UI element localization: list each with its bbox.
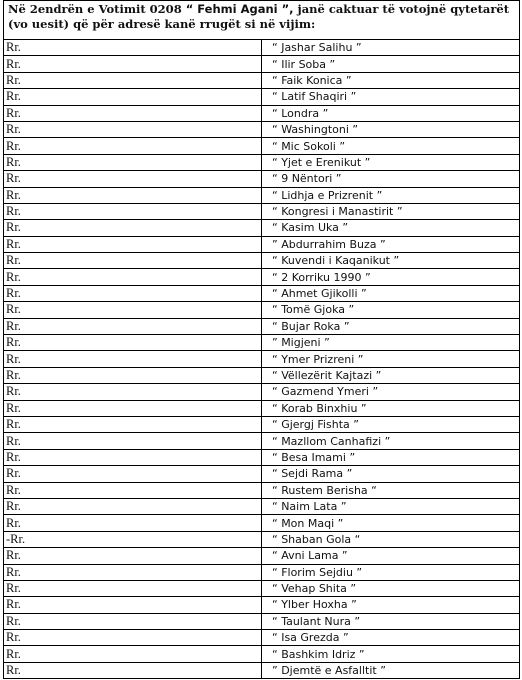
street-name: “ Latif Shaqiri ” [262,89,520,105]
street-name: ” Djemtë e Asfalltit ” [262,662,520,678]
street-prefix: Rr. [4,253,262,269]
street-prefix: Rr. [4,220,262,236]
table-row [4,220,520,236]
street-prefix: Rr. [4,449,262,465]
table-row [4,630,520,646]
street-prefix: Rr. [4,548,262,564]
street-name: “ Mic Sokoli ” [262,138,520,154]
street-name: “ Isa Grezda ” [262,630,520,646]
street-name: “ Vehap Shita ” [262,580,520,596]
street-name: “ Ahmet Gjikolli ” [262,285,520,301]
street-prefix: Rr. [4,351,262,367]
table-row [4,236,520,252]
header-text-b: janë caktuar të votojnë qytetarët [297,2,510,16]
street-prefix: Rr. [4,89,262,105]
street-name: “ Mazllom Canhafizi ” [262,433,520,449]
table-row [4,187,520,203]
street-prefix: Rr. [4,400,262,416]
street-prefix: Rr. [4,318,262,334]
street-name: “ Bujar Roka ” [262,318,520,334]
street-name: “ Korab Binxhiu ” [262,400,520,416]
street-name: “ Shaban Gola “ [262,531,520,547]
street-name: ” Migjeni ” [262,335,520,351]
street-prefix: Rr. [4,203,262,219]
street-prefix: Rr. [4,236,262,252]
table-row [4,89,520,105]
table-row [4,285,520,301]
street-name: “ Mon Maqi ” [262,515,520,531]
street-prefix: Rr. [4,302,262,318]
table-row [4,433,520,449]
street-prefix: Rr. [4,285,262,301]
street-name: “ Besa Imami ” [262,449,520,465]
street-prefix: Rr. [4,564,262,580]
table-row [4,318,520,334]
street-prefix: Rr. [4,613,262,629]
street-name: “ Kongresi i Manastirit ” [262,203,520,219]
street-prefix: Rr. [4,56,262,72]
table-row [4,367,520,383]
street-name: “ Lidhja e Prizrenit ” [262,187,520,203]
street-name: “ Bashkim Idriz ” [262,646,520,662]
street-name: “ Tomë Gjoka ” [262,302,520,318]
table-row [4,335,520,351]
street-prefix: Rr. [4,154,262,170]
street-name: “ Vëllezërit Kajtazi ” [262,367,520,383]
street-name: “ Faik Konica ” [262,72,520,88]
streets-list [4,40,520,679]
table-row [4,597,520,613]
table-row [4,171,520,187]
table-row [4,482,520,498]
table-row [4,531,520,547]
street-prefix: Rr. [4,416,262,432]
street-name: “ Kuvendi i Kaqanikut ” [262,253,520,269]
street-prefix: Rr. [4,121,262,137]
street-prefix: Rr. [4,580,262,596]
header-text-line2: (vo uesit) që për adresë kanë rrugët si në vijim: [8,17,316,31]
street-prefix: Rr. [4,597,262,613]
table-row [4,269,520,285]
street-name: “ Yjet e Erenikut ” [262,154,520,170]
document-page [3,0,520,679]
street-name: ” Abdurrahim Buza ” [262,236,520,252]
table-row [4,56,520,72]
table-row [4,351,520,367]
street-name: “ Sejdi Rama ” [262,466,520,482]
table-row [4,515,520,531]
table-row [4,138,520,154]
street-name: “ Ilir Soba ” [262,56,520,72]
street-name: “ Naim Lata ” [262,498,520,514]
street-name: “ Gazmend Ymeri ” [262,384,520,400]
street-prefix: Rr. [4,466,262,482]
street-prefix: Rr. [4,187,262,203]
street-prefix: Rr. [4,630,262,646]
street-name: “ Florim Sejdiu ” [262,564,520,580]
table-row [4,498,520,514]
table-row [4,416,520,432]
street-name: “ Londra ” [262,105,520,121]
street-prefix: Rr. [4,269,262,285]
header-text-a: Në 2endrën e Votimit 0208 [8,2,182,16]
street-name: “ 2 Korriku 1990 ” [262,269,520,285]
street-prefix: Rr. [4,171,262,187]
table-row [4,646,520,662]
street-prefix: Rr. [4,498,262,514]
street-name: “ Ylber Hoxha ” [262,597,520,613]
table-row [4,400,520,416]
table-row [4,203,520,219]
street-prefix: Rr. [4,40,262,56]
street-prefix: Rr. [4,433,262,449]
street-name: “ Gjergj Fishta ” [262,416,520,432]
street-name: “ Rustem Berisha “ [262,482,520,498]
table-row [4,662,520,678]
street-prefix: Rr. [4,384,262,400]
street-name: “ Kasim Uka ” [262,220,520,236]
street-name: “ Washingtoni ” [262,121,520,137]
table-row [4,613,520,629]
table-row [4,449,520,465]
street-prefix: Rr. [4,72,262,88]
street-name: “ 9 Nëntori ” [262,171,520,187]
polling-center-name: “ Fehmi Agani ”, [181,2,298,16]
table-row [4,253,520,269]
street-name: “ Avni Lama ” [262,548,520,564]
table-row [4,40,520,56]
street-prefix: Rr. [4,515,262,531]
table-header [4,1,520,40]
table-row [4,302,520,318]
table-row [4,548,520,564]
street-prefix: Rr. [4,646,262,662]
table-row [4,384,520,400]
street-prefix: Rr. [4,367,262,383]
table-row [4,466,520,482]
table-row [4,105,520,121]
streets-table [3,0,520,679]
table-row [4,580,520,596]
table-row [4,564,520,580]
street-prefix: Rr. [4,335,262,351]
street-prefix: -Rr. [4,531,262,547]
street-name: “ Taulant Nura ” [262,613,520,629]
street-name: “ Ymer Prizreni ” [262,351,520,367]
street-name: “ Jashar Salihu ” [262,40,520,56]
table-row [4,72,520,88]
street-prefix: Rr. [4,138,262,154]
table-row [4,154,520,170]
street-prefix: Rr. [4,482,262,498]
street-prefix: Rr. [4,105,262,121]
street-prefix: Rr. [4,662,262,678]
header-row [4,1,520,40]
table-row [4,121,520,137]
